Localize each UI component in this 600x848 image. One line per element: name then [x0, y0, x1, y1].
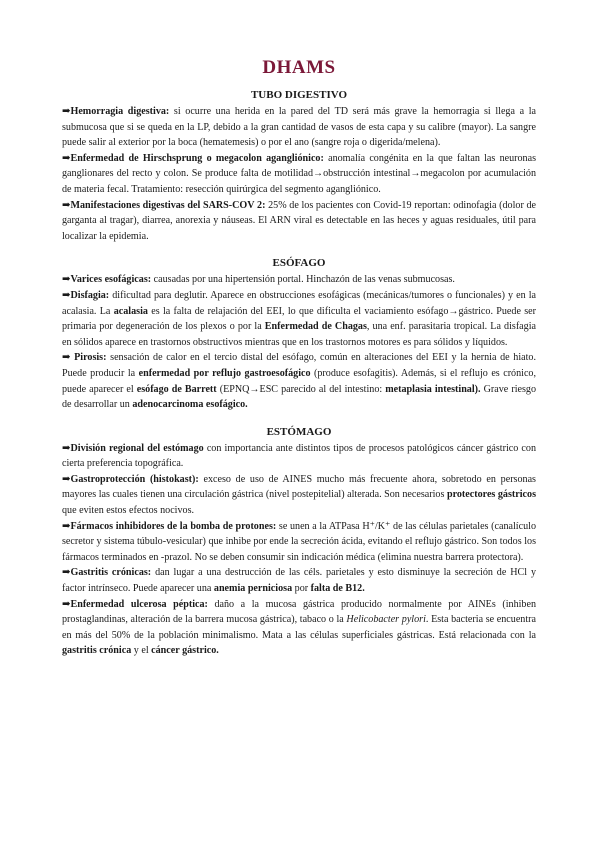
bold-term: Disfagia: — [70, 289, 110, 301]
bold-term: Varices esofágicas: — [70, 274, 152, 286]
arrow-bullet-icon: ➡ — [62, 289, 71, 301]
bold-term: Enfermedad de Chagas — [264, 321, 367, 333]
bold-term: protectores gástricos — [446, 489, 537, 501]
paragraph — [62, 441, 536, 472]
arrow-bullet-icon: ➡ — [62, 442, 71, 454]
bold-term: acalasia — [113, 305, 148, 317]
paragraph — [62, 565, 536, 596]
bold-term: esófago de Barrett — [136, 383, 217, 395]
text-run: dificultad para deglutir. Aparece en obstrucciones esofágicas (mecánicas/tumores o funcionales) y en la acalasia. La — [62, 289, 536, 317]
bold-term: Enfermedad ulcerosa péptica: — [70, 598, 208, 610]
document-body — [62, 88, 536, 659]
section-esófago — [62, 256, 536, 412]
bold-term: metaplasia intestinal). — [385, 383, 481, 395]
paragraph — [62, 151, 536, 198]
text-run: con importancia ante distintos tipos de procesos patológicos cáncer gástrico con cierta preferencia topográfica. — [62, 442, 537, 470]
bold-term: División regional del estómago — [70, 442, 204, 454]
bold-term: falta de B12. — [310, 583, 365, 595]
arrow-bullet-icon: ➡ — [62, 199, 71, 211]
bold-term: Gastritis crónicas: — [70, 567, 152, 579]
paragraph — [62, 272, 536, 288]
arrow-bullet-icon: ➡ — [62, 152, 71, 164]
section-heading: ESTÓMAGO — [266, 425, 332, 438]
arrow-bullet-icon: ➡ — [62, 598, 71, 610]
text-run: dan lugar a una destrucción de las céls. parietales y esto disminuye la secreción de HCl y factor intrínseco. Puede aparecer una — [62, 567, 536, 595]
bold-term: Gastroprotección (histokast): — [70, 473, 199, 485]
bold-term: cáncer gástrico. — [151, 645, 219, 657]
text-run: 25% de los pacientes con Covid-19 reportan: odinofagia (dolor de garganta al tragar), diarrea, anorexia y náuseas. El ARN viral es detectable en las heces y aguas residuales, útil para localizar la epidemia. — [62, 199, 536, 242]
bold-term: Hemorragia digestiva: — [70, 106, 170, 117]
arrow-bullet-icon: ➡ — [62, 520, 71, 532]
text-run: y el — [131, 645, 152, 657]
paragraph — [62, 472, 536, 519]
arrow-bullet-icon: ➡ — [62, 274, 71, 286]
document-title: DHAMS — [262, 57, 336, 78]
paragraph — [62, 198, 536, 245]
bold-term: Fármacos inhibidores de la bomba de protones: — [70, 520, 277, 532]
section-heading: TUBO DIGESTIVO — [250, 89, 348, 101]
bold-term: anemia perniciosa — [213, 583, 293, 595]
text-run: (EPNQ→ESC parecido al del intestino: — [216, 383, 386, 395]
arrow-bullet-icon: ➡ — [62, 106, 71, 117]
text-run: por — [292, 583, 311, 595]
paragraph — [62, 350, 536, 412]
text-run: es la falta de relajación del EEI, lo que dificulta el vaciamiento esófago→gástrico. Puede ser primaria por degeneración de los plexos o por la — [62, 305, 537, 333]
text-run: (produce esofagitis). Además, si el reflujo es crónico, puede aparecer el — [62, 367, 536, 395]
bold-term: Enfermedad de Hirschsprung o megacolon agangliónico: — [70, 152, 324, 164]
bold-term: Pirosis: — [70, 352, 107, 364]
arrow-bullet-icon: ➡ — [62, 352, 71, 364]
text-run: daño a la mucosa gástrica producido normalmente por AINEs (inhiben prostaglandinas, alteración de la barrera mucosa gástrica), tabaco o la — [62, 598, 536, 626]
text-run: se unen a la ATPasa H⁺/K⁺ de las células parietales (canalículo secretor y sistema túbulo-vesicular) que inhibe por ende la secreción ácida, evitando el reflujo gástrico. Son todos los fármacos terminados en -prazol. No se deben consumir sin indicación médica (elimina nuestra barrera protectora). — [62, 520, 536, 563]
section-heading: ESÓFAGO — [272, 257, 326, 270]
text-run: Grave riesgo de desarrollar un — [62, 383, 536, 411]
text-run: que eviten estos efectos nocivos. — [62, 505, 195, 517]
arrow-bullet-icon: ➡ — [62, 567, 71, 579]
text-run: . Esta bacteria se encuentra en más del 50% de la población minimalismo. Mata a las células superficiales gástricas. Está relacionada con la — [62, 614, 536, 641]
section-tubo-digestivo — [62, 88, 536, 244]
arrow-bullet-icon: ➡ — [62, 473, 71, 485]
bold-term: Manifestaciones digestivas del SARS-COV 2: — [70, 199, 266, 211]
bold-term: enfermedad por reflujo gastroesofágico — [138, 367, 311, 379]
text-run: sensación de calor en el tercio distal del esófago, común en alteraciones del EEI y la hernia de hiato. Puede producir la — [62, 352, 536, 379]
text-run: anomalía congénita en la que faltan las neuronas ganglionares del recto y colon. Se produce falta de motilidad→obstrucción intestinal→megacolon por acumulación de materia fecal. Tratamiento: resección quirúrgica del segmento agangliónico. — [62, 152, 537, 195]
paragraph — [62, 288, 536, 350]
paragraph — [62, 104, 536, 151]
text-run: exceso de uso de AINES mucho más frecuente ahora, sobretodo en personas mayores las cuales tienen una circulación gástrica (nivel postepitelial) alterada. Son necesarios — [62, 473, 536, 501]
italic-term: Helicobacter pylori — [346, 614, 426, 626]
bold-term: gastritis crónica — [62, 645, 132, 657]
text-run: si ocurre una herida en la pared del TD será más grave la hemorragia si llega a la submucosa que si se queda en la LP, debido a la gran cantidad de vasos de esta capa y su calibre (mayor). La sangre puede salir al exterior por la boca (hematemesis) o por el ano (sangre roja o digerida/melena). — [62, 106, 536, 149]
paragraph — [62, 519, 536, 566]
bold-term: adenocarcinoma esofágico. — [132, 399, 248, 411]
text-run: causadas por una hipertensión portal. Hinchazón de las venas submucosas. — [151, 274, 455, 286]
paragraph — [62, 597, 536, 659]
section-estómago — [62, 425, 536, 659]
text-run: , una enf. parasitaria tropical. La disfagia en sólidos aparece en trastornos obstructivos mientras que en los trastornos motores es para sólidos y líquidos. — [62, 321, 536, 348]
